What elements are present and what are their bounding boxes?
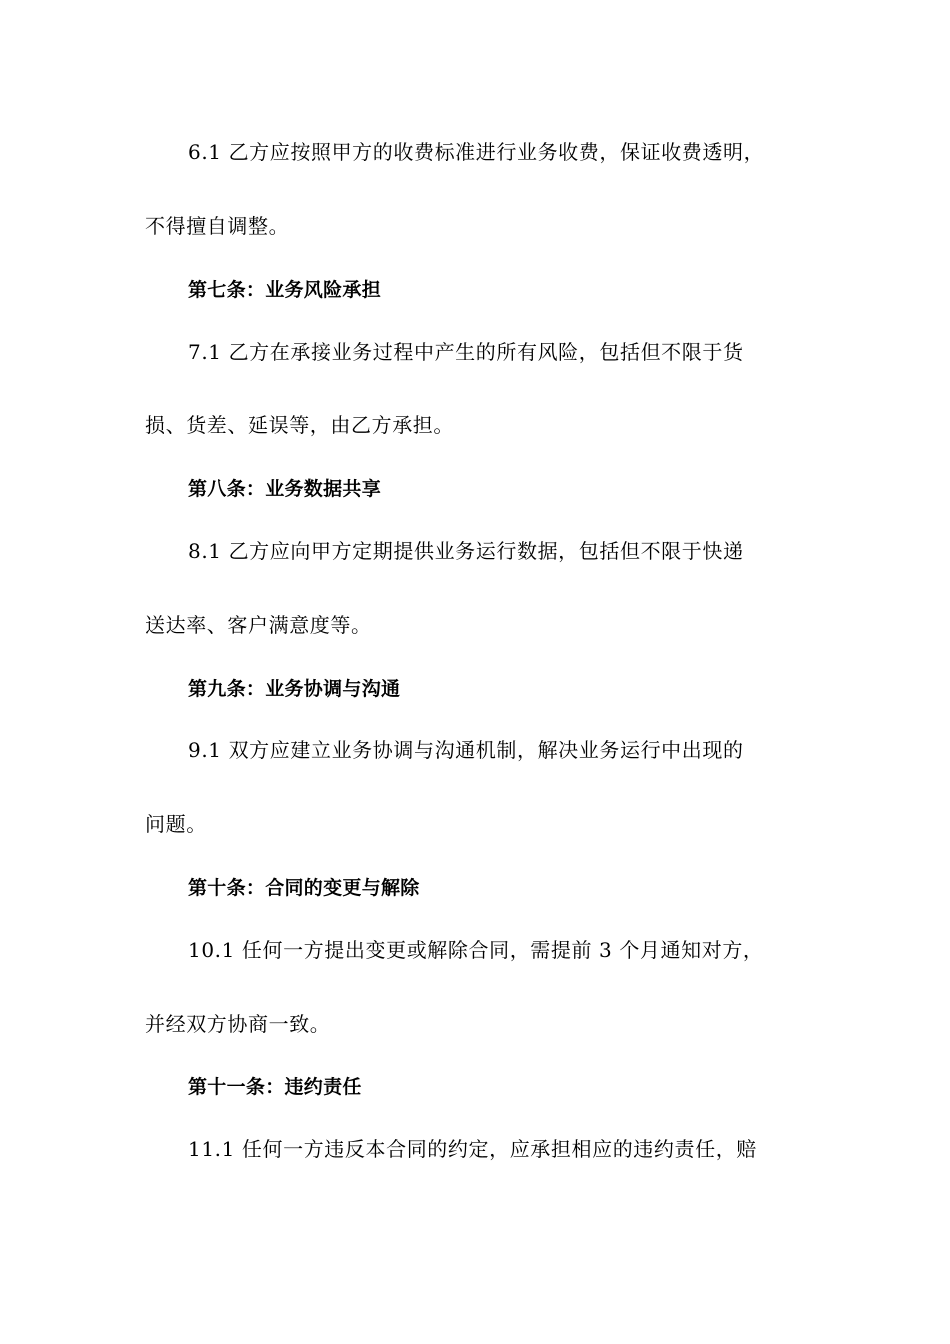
clause-9-1-line-2: 问题。: [145, 812, 207, 836]
article-10-heading: 第十条：合同的变更与解除: [188, 877, 420, 899]
clause-10-1-line-1: 10.1 任何一方提出变更或解除合同，需提前 3 个月通知对方，: [188, 938, 764, 962]
clause-7-1-line-1: 7.1 乙方在承接业务过程中产生的所有风险，包括但不限于货: [188, 340, 744, 364]
clause-9-1-line-1: 9.1 双方应建立业务协调与沟通机制，解决业务运行中出现的: [188, 738, 744, 762]
article-8-heading: 第八条：业务数据共享: [188, 478, 382, 500]
clause-6-1-line-2: 不得擅自调整。: [145, 214, 290, 238]
clause-8-1-line-1: 8.1 乙方应向甲方定期提供业务运行数据，包括但不限于快递: [188, 539, 744, 563]
clause-7-1-line-2: 损、货差、延误等，由乙方承担。: [145, 413, 454, 437]
article-7-heading: 第七条：业务风险承担: [188, 279, 382, 301]
article-11-heading: 第十一条：违约责任: [188, 1076, 362, 1098]
article-9-heading: 第九条：业务协调与沟通: [188, 678, 401, 700]
clause-11-1-line-1: 11.1 任何一方违反本合同的约定，应承担相应的违约责任，赔: [188, 1137, 757, 1161]
clause-8-1-line-2: 送达率、客户满意度等。: [145, 613, 372, 637]
clause-10-1-line-2: 并经双方协商一致。: [145, 1012, 331, 1036]
clause-6-1-line-1: 6.1 乙方应按照甲方的收费标准进行业务收费，保证收费透明，: [188, 140, 765, 164]
